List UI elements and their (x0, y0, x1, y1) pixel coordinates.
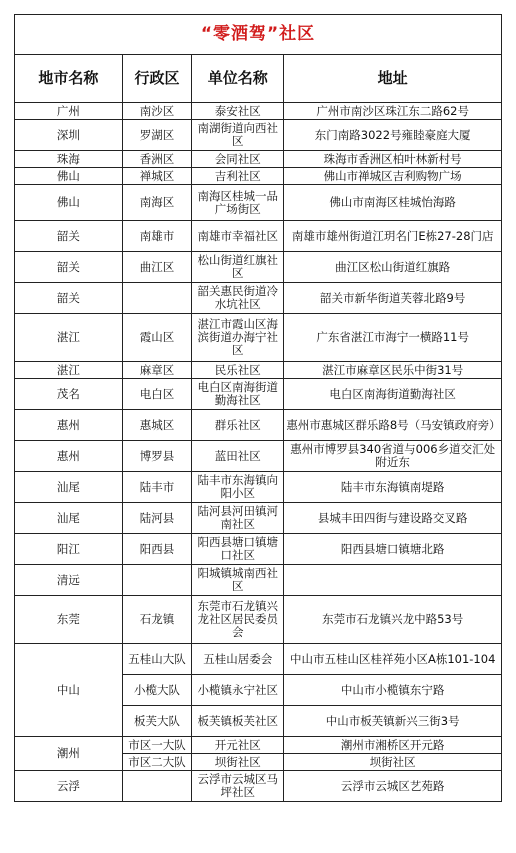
cell-address: 中山市板芙镇新兴三街3号 (284, 706, 502, 737)
cell-address: 县城丰田四街与建设路交叉路 (284, 503, 502, 534)
cell-city: 韶关 (15, 252, 123, 283)
cell-district (122, 565, 191, 596)
header-address: 地址 (284, 55, 502, 103)
cell-city: 韶关 (15, 221, 123, 252)
table-row (15, 252, 502, 283)
table-row (15, 596, 502, 644)
cell-district: 南海区 (122, 185, 191, 221)
cell-city: 茂名 (15, 379, 123, 410)
cell-city: 中山 (15, 644, 123, 737)
cell-address: 惠州市惠城区群乐路8号（马安镇政府旁） (284, 410, 502, 441)
cell-address: 广州市南沙区珠江东二路62号 (284, 103, 502, 120)
cell-city: 云浮 (15, 771, 123, 802)
cell-unit: 板芙镇板芙社区 (192, 706, 284, 737)
table-row (15, 362, 502, 379)
cell-address: 南雄市雄州街道江玥名门E栋27-28门店 (284, 221, 502, 252)
cell-city: 汕尾 (15, 503, 123, 534)
table-row (15, 221, 502, 252)
cell-address: 坝街社区 (284, 754, 502, 771)
cell-unit: 东莞市石龙镇兴龙社区居民委员会 (192, 596, 284, 644)
cell-unit: 坝街社区 (192, 754, 284, 771)
table-row (15, 737, 502, 754)
cell-unit: 五桂山居委会 (192, 644, 284, 675)
cell-city: 汕尾 (15, 472, 123, 503)
cell-district: 市区二大队 (122, 754, 191, 771)
cell-district: 南沙区 (122, 103, 191, 120)
cell-unit: 湛江市霞山区海滨街道办海宁社区 (192, 314, 284, 362)
cell-district: 电白区 (122, 379, 191, 410)
table-row (15, 472, 502, 503)
cell-address: 云浮市云城区艺苑路 (284, 771, 502, 802)
cell-address: 珠海市香洲区柏叶林新村号 (284, 151, 502, 168)
cell-city: 广州 (15, 103, 123, 120)
cell-unit: 小榄镇永宁社区 (192, 675, 284, 706)
cell-unit: 电白区南海街道勤海社区 (192, 379, 284, 410)
cell-address: 东莞市石龙镇兴龙中路53号 (284, 596, 502, 644)
cell-city: 东莞 (15, 596, 123, 644)
table-row (15, 534, 502, 565)
table-row (15, 771, 502, 802)
cell-district: 博罗县 (122, 441, 191, 472)
table-row (15, 283, 502, 314)
table-row (15, 185, 502, 221)
community-table-sheet (14, 14, 502, 802)
table-row (15, 503, 502, 534)
cell-unit: 群乐社区 (192, 410, 284, 441)
cell-unit: 陆河县河田镇河南社区 (192, 503, 284, 534)
cell-district: 霞山区 (122, 314, 191, 362)
table-row (15, 151, 502, 168)
cell-unit: 松山街道红旗社区 (192, 252, 284, 283)
table-row (15, 168, 502, 185)
cell-city: 佛山 (15, 168, 123, 185)
cell-unit: 陆丰市东海镇向阳小区 (192, 472, 284, 503)
cell-unit: 泰安社区 (192, 103, 284, 120)
cell-district: 惠城区 (122, 410, 191, 441)
cell-address: 中山市五桂山区桂祥苑小区A栋101-104 (284, 644, 502, 675)
cell-city: 阳江 (15, 534, 123, 565)
cell-district: 石龙镇 (122, 596, 191, 644)
cell-district (122, 771, 191, 802)
cell-district: 罗湖区 (122, 120, 191, 151)
cell-district: 五桂山大队 (122, 644, 191, 675)
cell-unit: 南海区桂城一品广场街区 (192, 185, 284, 221)
header-district: 行政区 (122, 55, 191, 103)
cell-city: 珠海 (15, 151, 123, 168)
cell-unit: 南湖街道向西社区 (192, 120, 284, 151)
cell-address: 潮州市湘桥区开元路 (284, 737, 502, 754)
header-city: 地市名称 (15, 55, 123, 103)
table-row (15, 644, 502, 675)
table-row (15, 120, 502, 151)
cell-address: 东门南路3022号雍睦豪庭大厦 (284, 120, 502, 151)
cell-district: 陆河县 (122, 503, 191, 534)
cell-address: 陆丰市东海镇南堤路 (284, 472, 502, 503)
cell-address: 佛山市禅城区吉利购物广场 (284, 168, 502, 185)
table-row (15, 103, 502, 120)
cell-district: 南雄市 (122, 221, 191, 252)
cell-city: 惠州 (15, 410, 123, 441)
cell-city: 深圳 (15, 120, 123, 151)
title-row (15, 15, 502, 55)
cell-city: 潮州 (15, 737, 123, 771)
cell-unit: 南雄市幸福社区 (192, 221, 284, 252)
cell-unit: 阳西县塘口镇塘口社区 (192, 534, 284, 565)
cell-district: 禅城区 (122, 168, 191, 185)
table-row (15, 314, 502, 362)
cell-unit: 阳城镇城南西社区 (192, 565, 284, 596)
cell-district: 小榄大队 (122, 675, 191, 706)
cell-city: 佛山 (15, 185, 123, 221)
header-row (15, 55, 502, 103)
cell-unit: 吉利社区 (192, 168, 284, 185)
table-row (15, 410, 502, 441)
cell-unit: 韶关惠民街道冷水坑社区 (192, 283, 284, 314)
zero-drunk-driving-community-table (14, 14, 502, 802)
cell-address: 佛山市南海区桂城怡海路 (284, 185, 502, 221)
cell-unit: 蓝田社区 (192, 441, 284, 472)
cell-address: 广东省湛江市海宁一横路11号 (284, 314, 502, 362)
cell-city: 惠州 (15, 441, 123, 472)
cell-address: 中山市小榄镇东宁路 (284, 675, 502, 706)
cell-district: 曲江区 (122, 252, 191, 283)
header-unit: 单位名称 (192, 55, 284, 103)
cell-unit: 开元社区 (192, 737, 284, 754)
cell-address: 阳西县塘口镇塘北路 (284, 534, 502, 565)
cell-address: 曲江区松山街道红旗路 (284, 252, 502, 283)
cell-city: 湛江 (15, 314, 123, 362)
cell-district: 阳西县 (122, 534, 191, 565)
cell-unit: 云浮市云城区马坪社区 (192, 771, 284, 802)
cell-district: 市区一大队 (122, 737, 191, 754)
cell-unit: 会同社区 (192, 151, 284, 168)
table-row (15, 379, 502, 410)
cell-district: 香洲区 (122, 151, 191, 168)
cell-city: 湛江 (15, 362, 123, 379)
cell-address: 惠州市博罗县340省道与006乡道交汇处附近东 (284, 441, 502, 472)
cell-city: 清远 (15, 565, 123, 596)
cell-district (122, 283, 191, 314)
table-title: “零酒驾”社区 (15, 15, 502, 55)
cell-address (284, 565, 502, 596)
cell-address: 湛江市麻章区民乐中街31号 (284, 362, 502, 379)
cell-unit: 民乐社区 (192, 362, 284, 379)
cell-district: 陆丰市 (122, 472, 191, 503)
cell-city: 韶关 (15, 283, 123, 314)
table-row (15, 441, 502, 472)
cell-address: 电白区南海街道勤海社区 (284, 379, 502, 410)
cell-address: 韶关市新华街道芙蓉北路9号 (284, 283, 502, 314)
cell-district: 板芙大队 (122, 706, 191, 737)
cell-district: 麻章区 (122, 362, 191, 379)
table-row (15, 565, 502, 596)
